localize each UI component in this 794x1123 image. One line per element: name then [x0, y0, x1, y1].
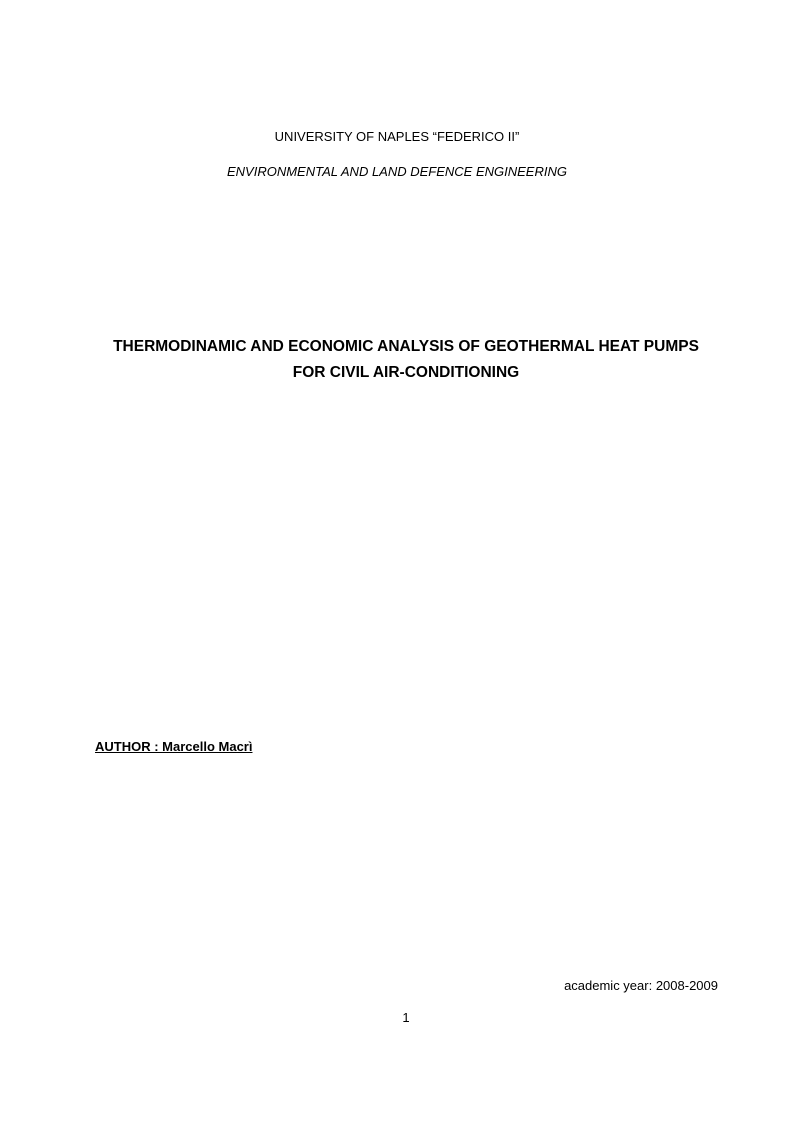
department-name: ENVIRONMENTAL AND LAND DEFENCE ENGINEERING — [227, 164, 567, 179]
thesis-title-line-1: THERMODINAMIC AND ECONOMIC ANALYSIS OF GEOTHERMAL HEAT PUMPS — [113, 338, 699, 355]
thesis-title — [60, 334, 752, 386]
author-name: AUTHOR : Marcello Macrì — [95, 739, 253, 754]
university-name: UNIVERSITY OF NAPLES “FEDERICO II” — [274, 129, 520, 144]
thesis-title-line-2: FOR CIVIL AIR-CONDITIONING — [292, 364, 520, 381]
academic-year: academic year: 2008-2009 — [564, 978, 718, 993]
page-number: 1 — [402, 1010, 410, 1025]
